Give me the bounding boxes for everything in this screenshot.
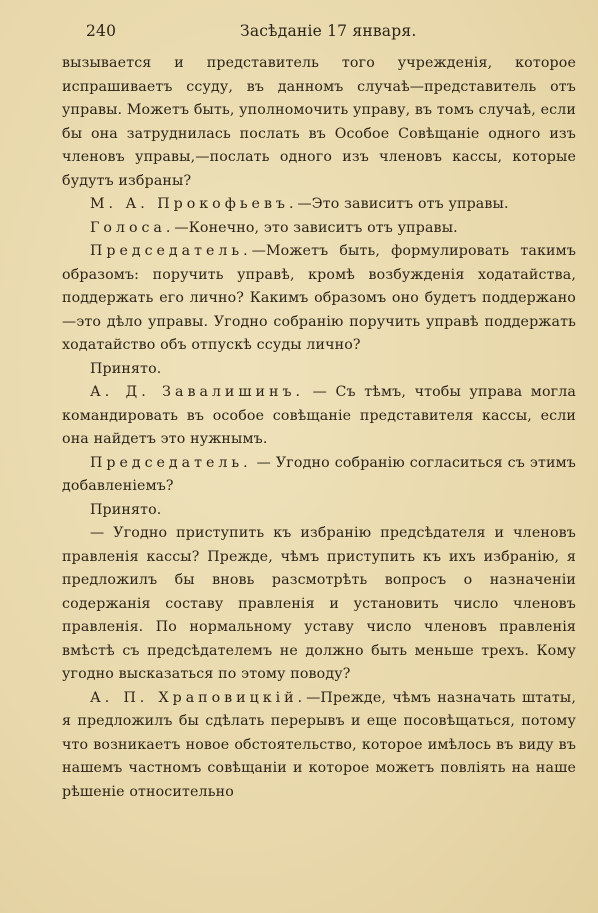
- speaker-name: А. П. Храповицкій.: [90, 689, 307, 706]
- speaker-name: Председатель.: [90, 243, 252, 259]
- paragraph-text: —Прежде, чѣмъ назначать штаты, я предложилъ бы сдѣлать перерывъ и еще посовѣщаться, потому что возникаетъ новое обстоятельство, которое имѣлось въ виду въ нашемъ частномъ совѣщаніи и которое можетъ повліять на наше рѣшеніе относительно: [62, 689, 577, 800]
- paragraph: [62, 452, 576, 499]
- paragraph: [62, 52, 576, 193]
- paragraph-text: Принято.: [90, 501, 162, 518]
- paragraph-text: — Угодно приступить къ избранію предсѣдателя и членовъ правленія кассы? Прежде, чѣмъ приступить къ ихъ избранію, я предложилъ бы вновь разсмотрѣть вопросъ о назначеніи содержанія составу правленія и установить число членовъ правленія. По нормальному уставу число членовъ правленія вмѣстѣ съ предсѣдателемъ не должно быть меньше трехъ. Кому угодно высказаться по этому поводу?: [62, 525, 576, 682]
- paragraph: [62, 499, 576, 523]
- paragraph-text: —Это зависитъ отъ управы.: [297, 196, 509, 212]
- paragraph: [62, 381, 576, 452]
- paragraph: [62, 240, 576, 358]
- paragraph: [62, 193, 576, 217]
- paragraph-text: — Угодно собранію согласиться съ этимъ добавленіемъ?: [62, 454, 576, 494]
- paragraph-text: Принято.: [90, 360, 162, 377]
- page-number: 240: [86, 22, 117, 40]
- paragraph-text: — Съ тѣмъ, чтобы управа могла командировать въ особое совѣщаніе представителя кассы, если она найдетъ это нужнымъ.: [62, 384, 577, 447]
- speaker-name: Голоса.: [90, 219, 175, 236]
- paragraph: [62, 522, 576, 687]
- paragraph: [62, 358, 576, 382]
- speaker-name: Председатель.: [90, 454, 252, 471]
- paragraph: [62, 217, 576, 241]
- paragraph-text: —Конечно, это зависитъ отъ управы.: [174, 219, 458, 236]
- body-text: [62, 52, 576, 804]
- speaker-name: А. Д. Завалишинъ.: [90, 384, 305, 400]
- paragraph: [62, 687, 576, 805]
- page-header: [62, 18, 576, 52]
- paragraph-text: вызывается и представитель того учрежденія, которое испрашиваетъ ссуду, въ данномъ случаѣ—представитель отъ управы. Можетъ быть, уполномочить управу, въ томъ случаѣ, если бы она затруднилась послать въ Особое Совѣщаніе одного изъ членовъ управы,—послать одного изъ членовъ кассы, которые будутъ избраны?: [62, 55, 576, 189]
- running-title: Засѣданіе 17 января.: [240, 22, 417, 40]
- paragraph-text: —Можетъ быть, формулировать такимъ образомъ: поручить управѣ, кромѣ возбужденія ходатайства, поддержать его лично? Какимъ образомъ оно будетъ поддержано—это дѣло управы. Угодно собранію поручить управѣ поддержать ходатайство объ отпускѣ ссуды лично?: [62, 243, 576, 353]
- speaker-name: М. А. Прокофьевъ.: [90, 196, 298, 212]
